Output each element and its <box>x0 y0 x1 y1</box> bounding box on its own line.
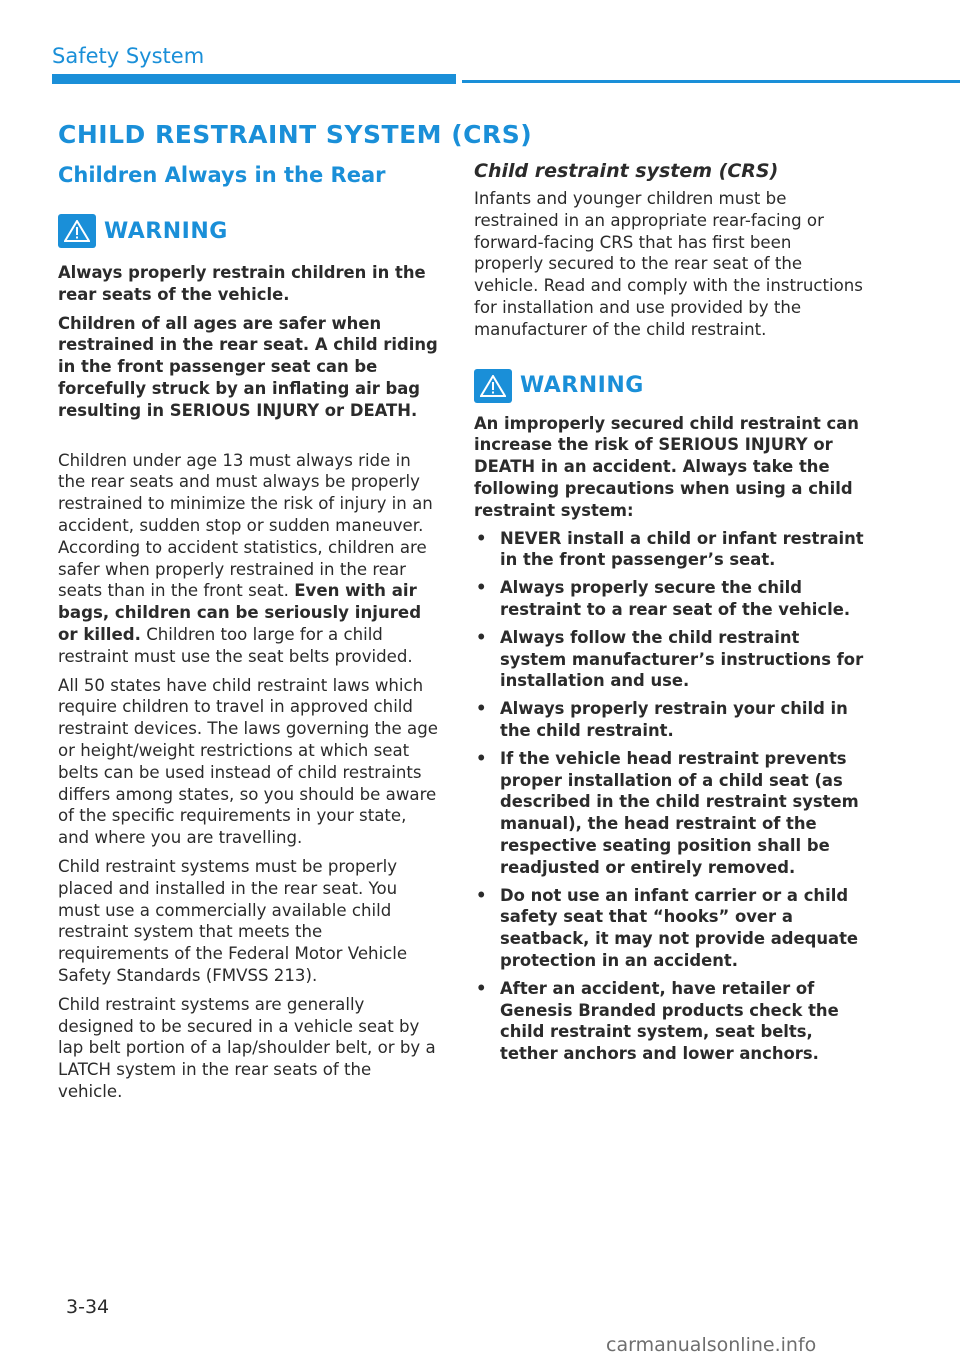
left-subtitle: Children Always in the Rear <box>58 163 386 187</box>
left-paragraph-1 <box>58 450 438 668</box>
right-warning-header <box>474 369 864 403</box>
right-subtitle: Child restraint system (CRS) <box>474 160 779 182</box>
warning-triangle-icon <box>474 369 512 403</box>
list-item: • After an accident, have retailer of Genesis Branded products check the child restraint system, seat belts, tether anchors and lower anchors. <box>474 978 864 1065</box>
list-item: • NEVER install a child or infant restraint in the front passenger’s seat. <box>474 528 864 572</box>
left-paragraph-1-text-a: Children under age 13 must always ride in the rear seats and must always be properly restrained to minimize the risk of injury in an accident, sudden stop or sudden maneuver. According to accident statistics, children are safer when properly restrained in the rear seats than in the front seat. <box>58 450 433 601</box>
left-paragraph-4: Child restraint systems are generally designed to be secured in a vehicle seat by lap belt portion of a lap/shoulder belt, or by a LATCH system in the rear seats of the vehicle. <box>58 994 436 1101</box>
left-paragraph-1-bold: Even with air bags, children can be seriously injured or killed. <box>58 581 422 644</box>
left-warning-paragraph-1: Always properly restrain children in the rear seats of the vehicle. <box>58 263 426 304</box>
left-paragraph-3: Child restraint systems must be properly placed and installed in the rear seat. You must use a commercially available child restraint system that meets the requirements of the Federal Motor Vehicle Safety Standards (FMVSS 213). <box>58 856 408 985</box>
left-warning-paragraph-2: Children of all ages are safer when restrained in the rear seat. A child riding in the front passenger seat can be forcefully struck by an inflating air bag resulting in SERIOUS INJURY or DEATH. <box>58 313 438 420</box>
right-warning-bullets <box>474 528 864 1065</box>
section-title: CHILD RESTRAINT SYSTEM (CRS) <box>58 120 533 149</box>
list-item: • Always properly restrain your child in the child restraint. <box>474 698 864 742</box>
left-paragraph-2: All 50 states have child restraint laws which require children to travel in approved child restraint devices. The laws governing the age or height/weight restrictions at which seat belts can be used instead of child restraints differs among states, so you should be aware of the specific requirements in your state, and where you are travelling. <box>58 675 438 848</box>
warning-triangle-icon <box>58 214 96 248</box>
warning-label: WARNING <box>520 373 644 399</box>
left-column <box>58 160 438 1103</box>
header-section-title: Safety System <box>52 44 205 68</box>
header-bar-thin <box>462 80 960 83</box>
watermark: carmanualsonline.info <box>606 1334 817 1356</box>
list-item: • Do not use an infant carrier or a child safety seat that “hooks” over a seatback, it may not provide adequate protection in an accident. <box>474 885 864 972</box>
list-item: • If the vehicle head restraint prevents proper installation of a child seat (as described in the child restraint system manual), the head restraint of the respective seating position shall be readjusted or entirely removed. <box>474 748 864 879</box>
page-number: 3-34 <box>66 1296 110 1318</box>
list-item: • Always properly secure the child restraint to a rear seat of the vehicle. <box>474 577 864 621</box>
warning-label: WARNING <box>104 218 228 244</box>
left-paragraph-1-text-b: Children too large for a child restraint must use the seat belts provided. <box>58 624 413 666</box>
list-item: • Always follow the child restraint system manufacturer’s instructions for installation and use. <box>474 627 864 692</box>
right-column <box>474 160 864 1065</box>
left-warning-header <box>58 214 438 248</box>
right-warning-text: An improperly secured child restraint can increase the risk of SERIOUS INJURY or DEATH in an accident. Always take the following precautions when using a child restraint system: <box>474 413 859 520</box>
header-bar-thick <box>52 74 456 84</box>
right-intro-paragraph: Infants and younger children must be restrained in an appropriate rear-facing or forward-facing CRS that has first been properly secured to the rear seat of the vehicle. Read and comply with the instructions for installation and use provided by the manufacturer of the child restraint. <box>474 189 863 339</box>
